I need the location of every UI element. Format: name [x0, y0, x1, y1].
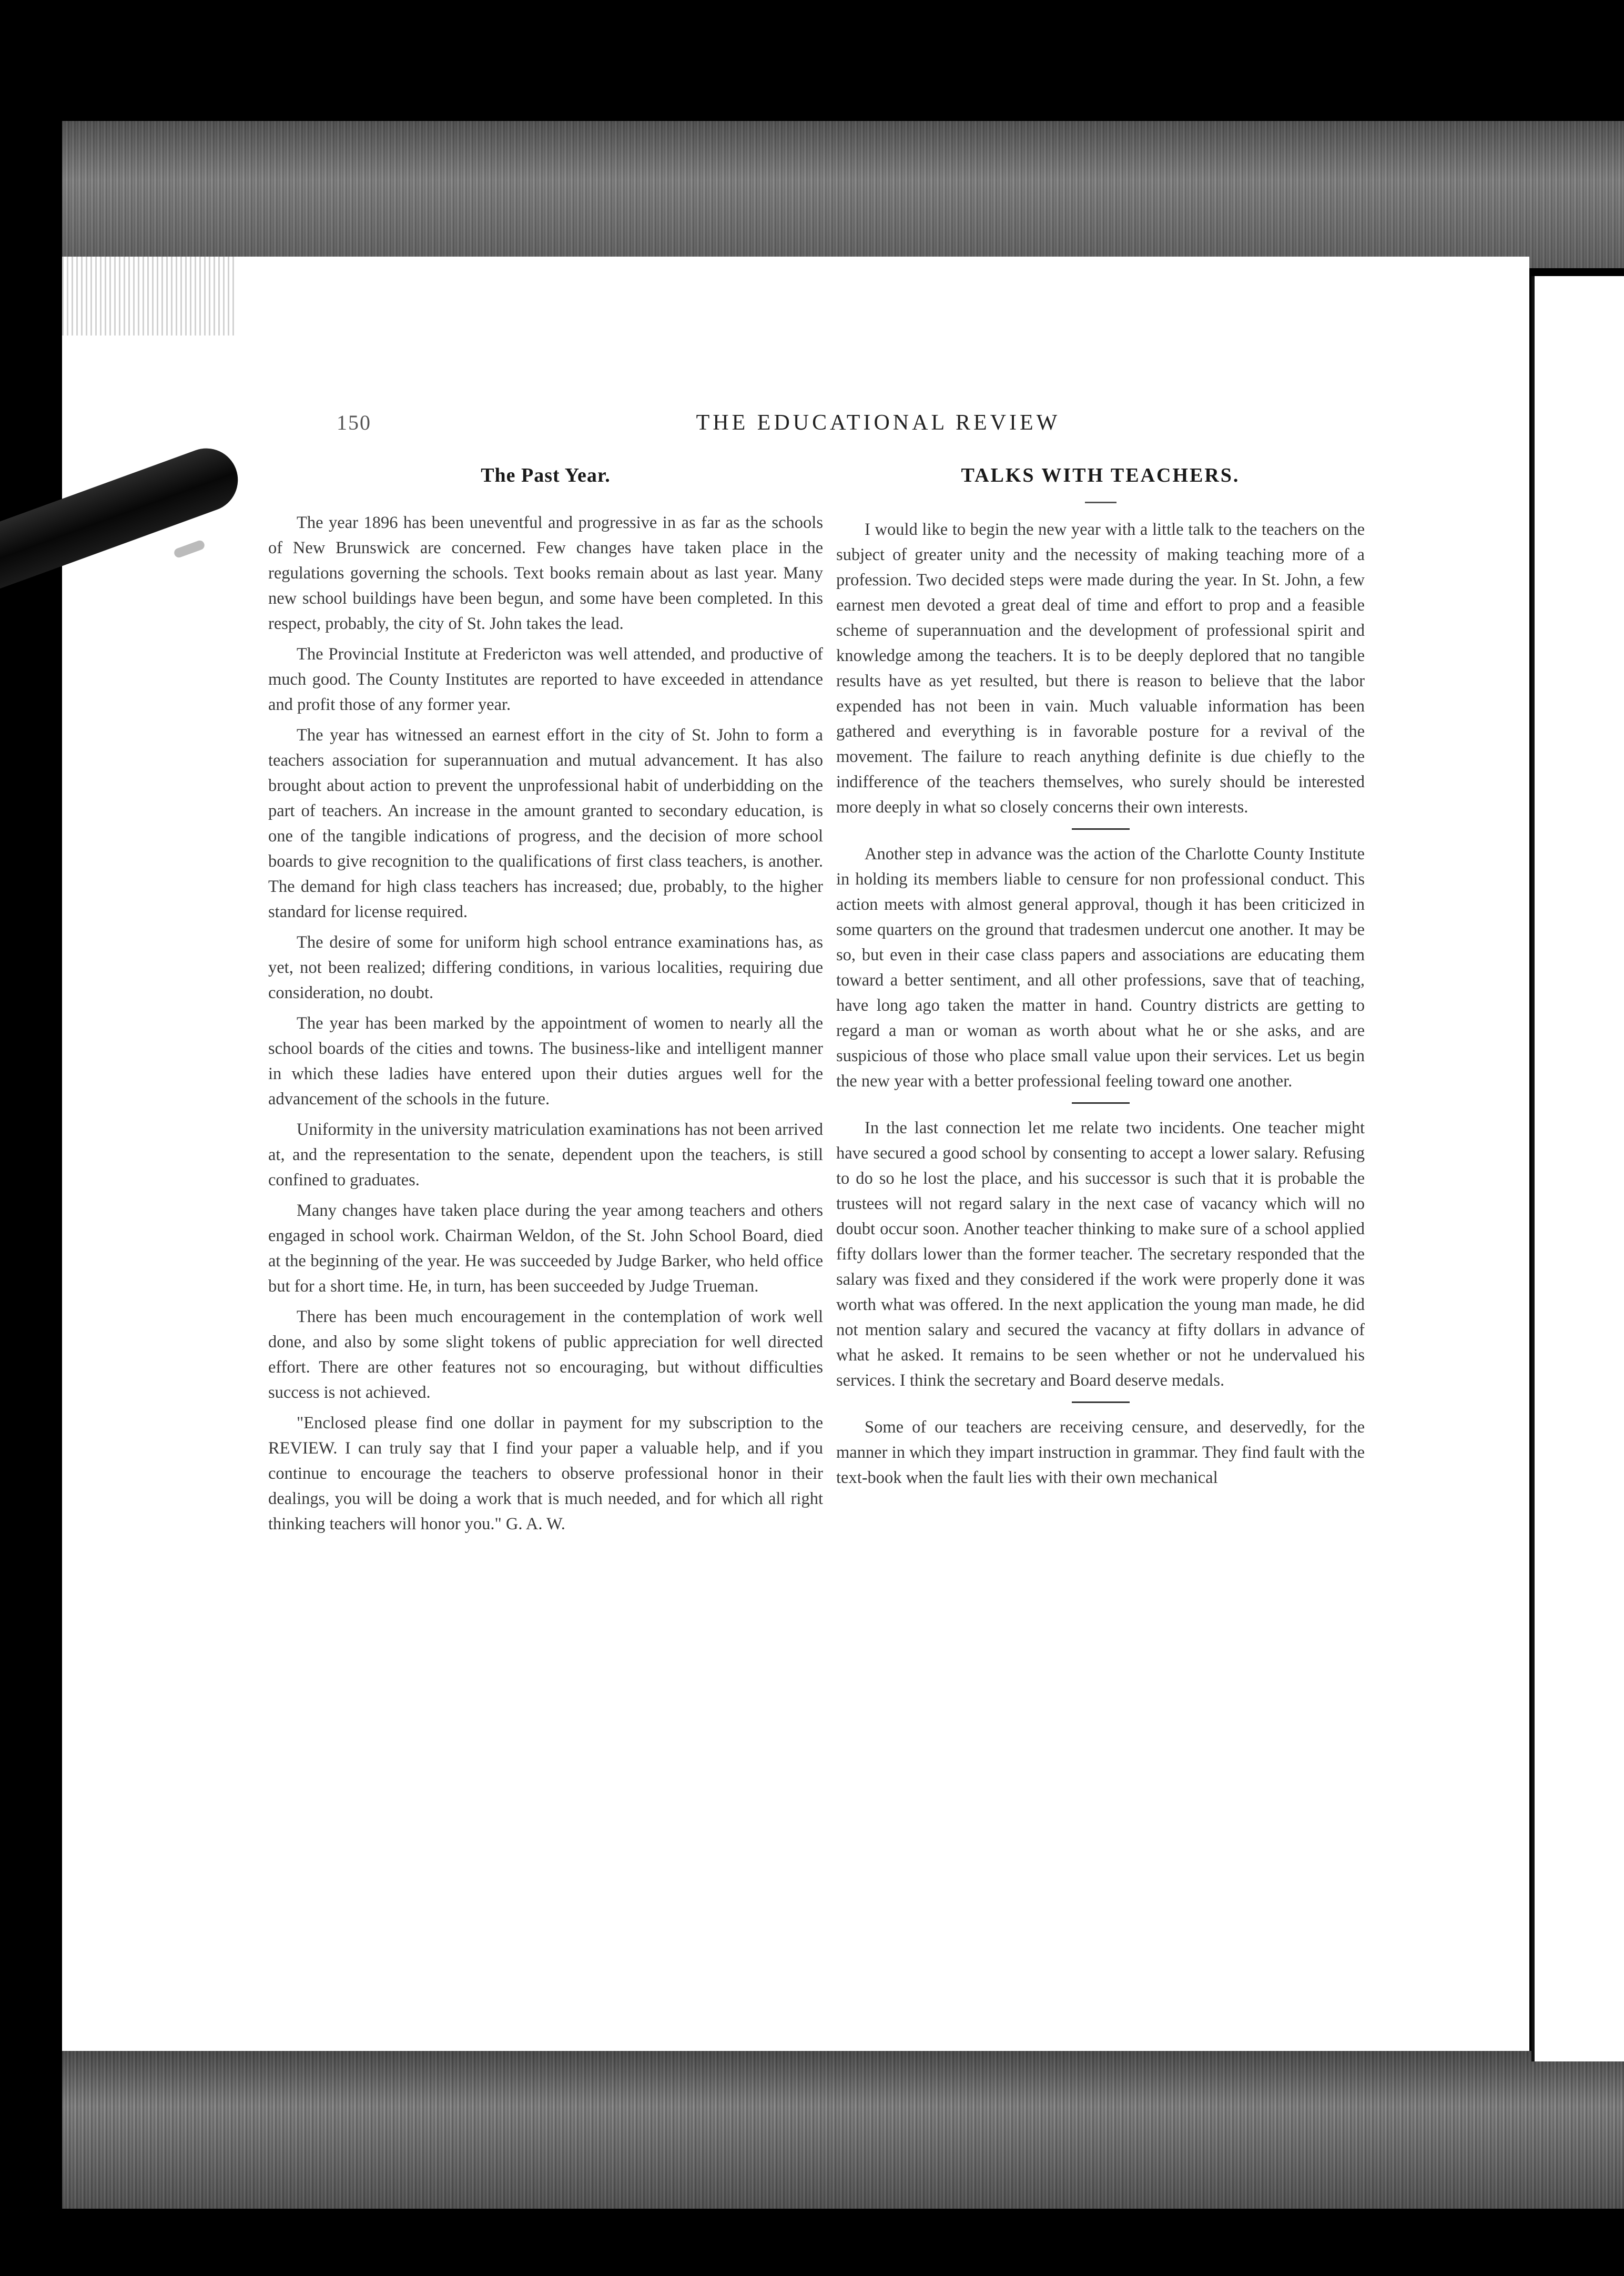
title-rule — [1085, 502, 1116, 503]
left-column — [268, 463, 823, 1542]
adjacent-page-edge — [1531, 276, 1624, 2061]
paragraph: There has been much encouragement in the contemplation of work well done, and also by some slight tokens of public appreciation for well directed effort. There are other features not so encouraging, but without difficulties success is not achieved. — [268, 1307, 823, 1402]
article-title-past-year: The Past Year. — [481, 464, 611, 486]
section-divider — [1072, 1401, 1130, 1403]
section-divider — [1072, 1102, 1130, 1104]
paragraph: I would like to begin the new year with a little talk to the teachers on the subject of greater unity and the necessity of making teaching more of a profession. Two decided steps were made during the year. In St. John, a few earnest men devoted a great deal of time and effort to prop and a feasible scheme of superannuation and the development of professional spirit and knowledge among the teachers. It is to be deeply deplored that no tangible results have as yet resulted, but there is reason to believe that the labor expended has not been in vain. Much valuable information has been gathered and everything is in favorable posture for a revival of the movement. The failure to reach anything definite is due chiefly to the indifference of the teachers themselves, who surely should be interested more deeply in what so closely concerns their own interests. — [836, 520, 1365, 817]
paragraph: Uniformity in the university matriculation examinations has not been arrived at, and the representation to the senate, dependent upon the teachers, is still confined to graduates. — [268, 1120, 823, 1190]
reader-letter: "Enclosed please find one dollar in payment for my subscription to the REVIEW. I can truly say that I find your paper a valuable help, and if you continue to encourage the teachers to observe professional honor in their dealings, you will be doing a work that is much needed, and for which all right thinking teachers will honor you." G. A. W. — [268, 1414, 823, 1533]
scanner-frame-top — [62, 121, 1624, 268]
paragraph: The desire of some for uniform high school entrance examinations has, as yet, not been realized; differing conditions, in various localities, requiring due consideration, no doubt. — [268, 933, 823, 1002]
journal-title: THE EDUCATIONAL REVIEW — [696, 411, 1061, 435]
right-column — [836, 463, 1365, 1496]
paragraph: The year 1896 has been uneventful and progressive in as far as the schools of New Brunswick are concerned. Few changes have taken place in the regulations governing the schools. Text books remain about as last year. Many new school buildings have been begun, and some have been completed. In this respect, probably, the city of St. John takes the lead. — [268, 513, 823, 633]
paragraph: Another step in advance was the action of the Charlotte County Institute in holding its members liable to censure for non professional conduct. This action meets with almost general approval, though it has been criticized in some quarters on the ground that tradesmen undercut one another. It may be so, but even in their case class papers and associations are educating them toward a better sentiment, and all other professions, save that of teaching, have long ago taken the matter in hand. Country districts are getting to regard a man or woman as worth about what he or she asks, and are suspicious of those who place small value upon their services. Let us begin the new year with a better professional feeling toward one another. — [836, 845, 1365, 1091]
page-header — [273, 410, 1483, 442]
section-divider — [1072, 828, 1130, 830]
paragraph: The year has witnessed an earnest effort in the city of St. John to form a teachers association for superannuation and mutual advancement. It has also brought about action to prevent the unprofessional habit of underbidding on the part of teachers. An increase in the amount granted to secondary education, is one of the tangible indications of progress, and the decision of more school boards to give recognition to the qualifications of first class teachers, is another. The demand for high class teachers has increased; due, probably, to the higher standard for license required. — [268, 726, 823, 921]
paragraph: The Provincial Institute at Fredericton was well attended, and productive of much good. The County Institutes are reported to have exceeded in attendance and profit those of any former year. — [268, 645, 823, 714]
page-edge-artifact — [62, 257, 236, 336]
page-number: 150 — [337, 411, 371, 434]
paragraph: In the last connection let me relate two incidents. One teacher might have secured a good school by consenting to accept a lower salary. Refusing to do so he lost the place, and his successor is such that it is probable the trustees will not regard salary in the next case of vacancy which will no doubt occur soon. Another teacher thinking to make sure of a school applied fifty dollars lower than the former teacher. The secretary responded that the salary was fixed and they considered if the work were properly done it was worth what was offered. In the next application the young man made, he did not mention salary and secured the vacancy at fifty dollars in advance of what he asked. It remains to be seen whether or not he undervalued his services. I think the secretary and Board deserve medals. — [836, 1119, 1365, 1390]
article-title-talks: TALKS WITH TEACHERS. — [961, 464, 1240, 486]
paragraph: Many changes have taken place during the year among teachers and others engaged in school work. Chairman Weldon, of the St. John School Board, died at the beginning of the year. He was succeeded by Judge Barker, who held office but for a short time. He, in turn, has been succeeded by Judge Trueman. — [268, 1201, 823, 1296]
scanner-frame-bottom — [62, 2051, 1624, 2209]
paragraph: Some of our teachers are receiving censure, and deservedly, for the manner in which they impart instruction in grammar. They find fault with the text-book when the fault lies with their own mechanical — [836, 1418, 1365, 1487]
paragraph: The year has been marked by the appointment of women to nearly all the school boards of the cities and towns. The business-like and intelligent manner in which these ladies have entered upon their duties argues well for the advancement of the schools in the future. — [268, 1014, 823, 1109]
